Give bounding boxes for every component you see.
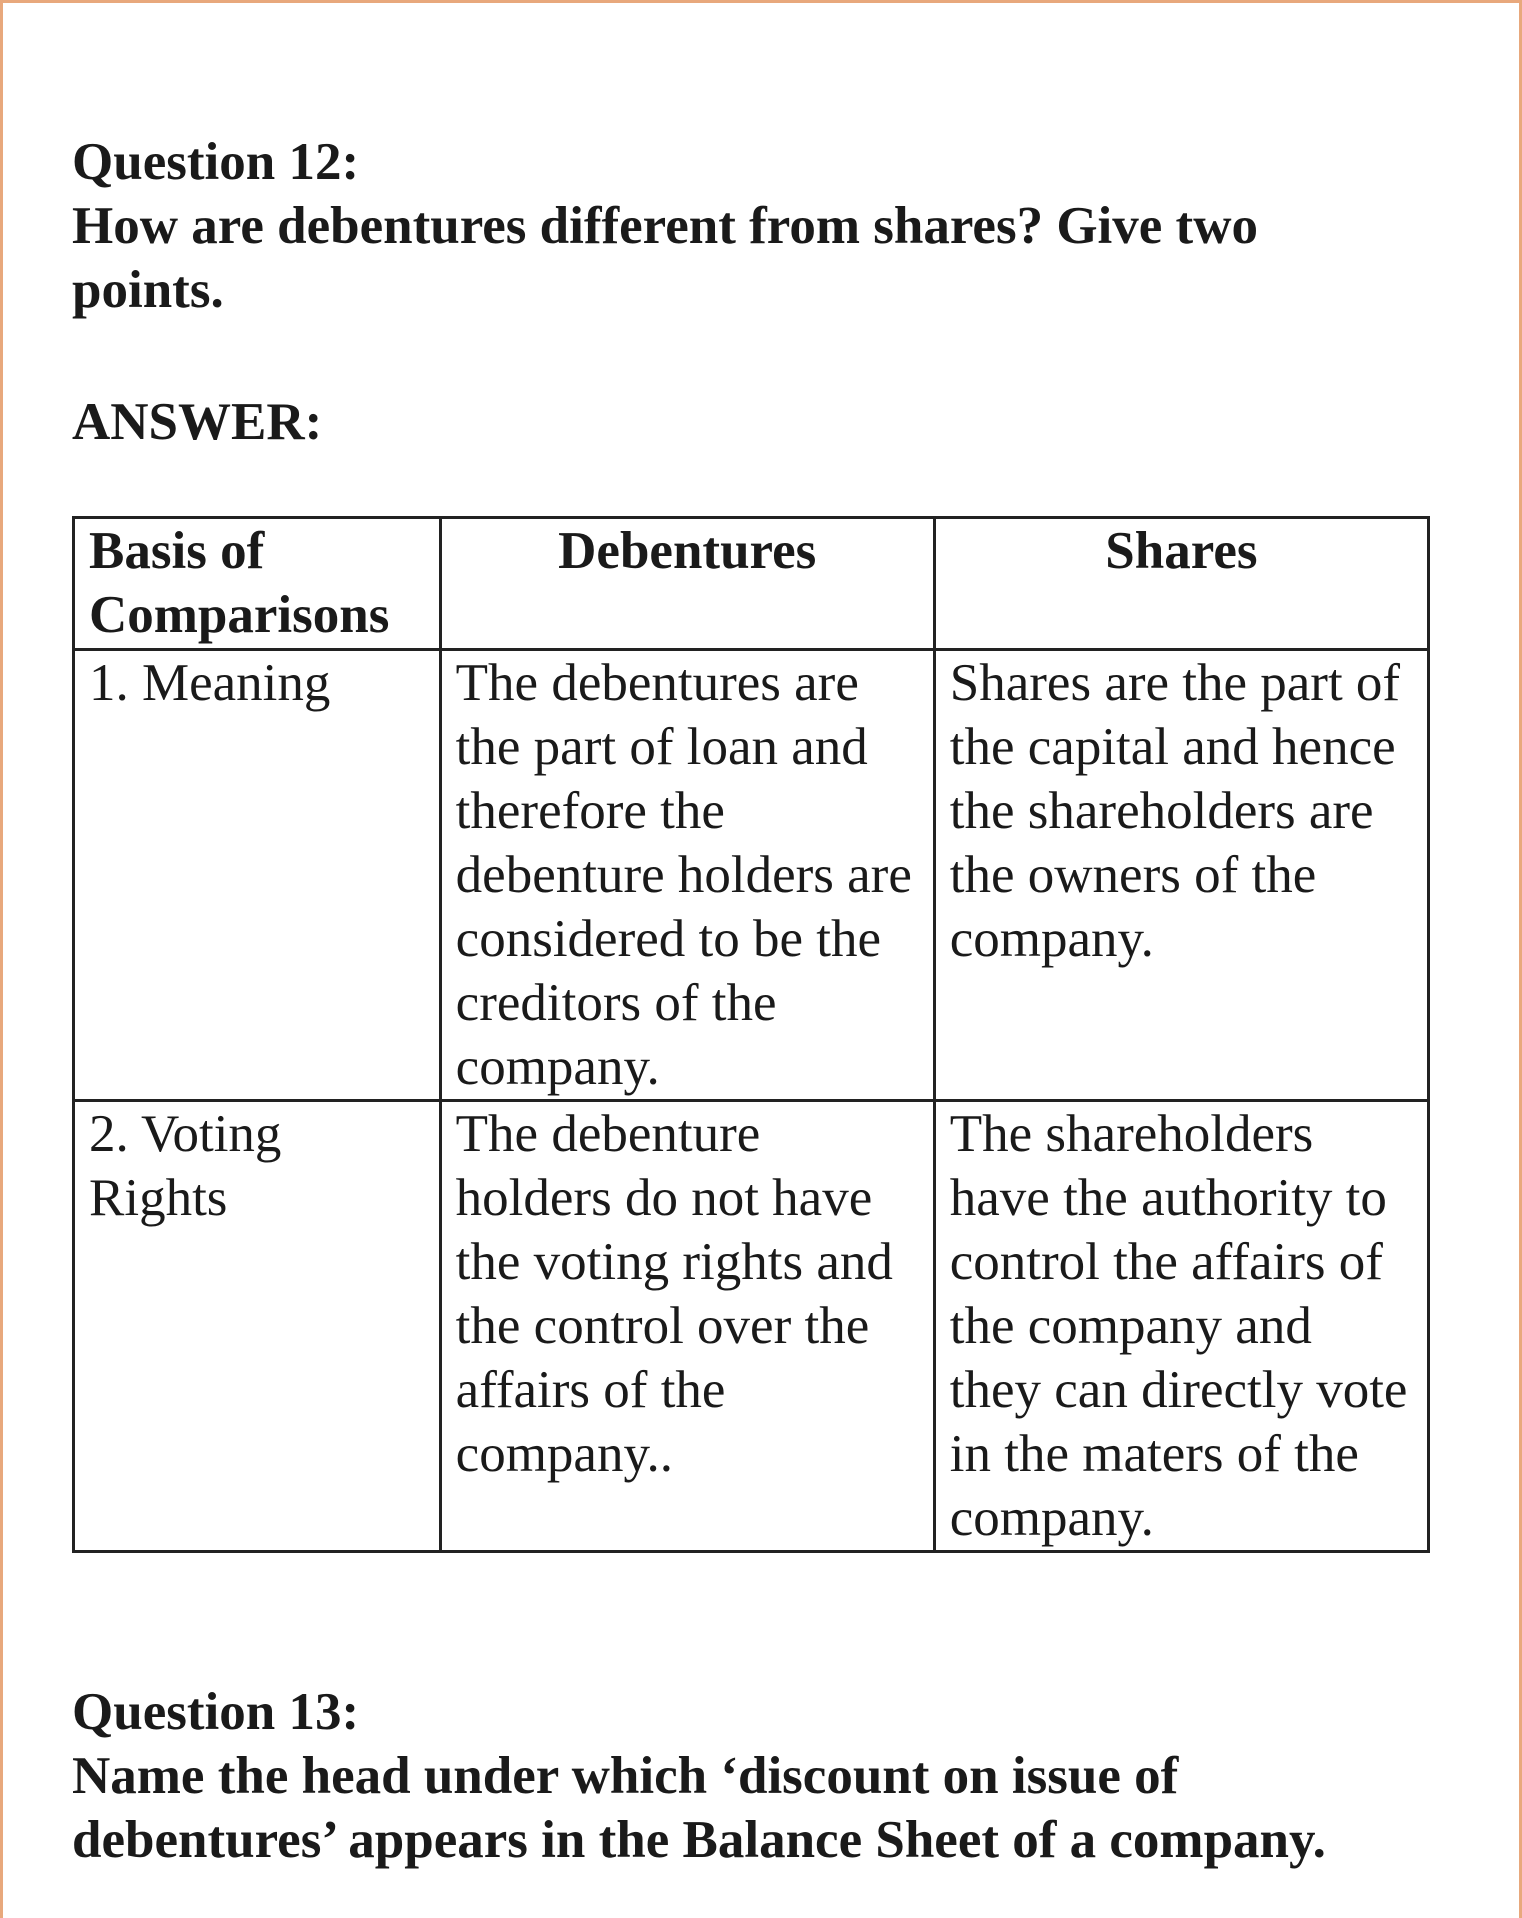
question-12: [72, 130, 1432, 322]
question-12-title: Question 12:: [72, 133, 360, 191]
question-12-text: How are debentures different from shares? Give two points.: [72, 197, 1258, 319]
row-debentures: The debenture holders do not have the voting rights and the control over the affairs of the company..: [440, 1101, 934, 1552]
header-shares: Shares: [934, 518, 1428, 650]
header-basis: Basis of Comparisons: [74, 518, 441, 650]
question-13: [72, 1680, 1372, 1872]
row-shares: The shareholders have the authority to control the affairs of the company and they can directly vote in the maters of the company.: [934, 1101, 1428, 1552]
row-shares: Shares are the part of the capital and hence the shareholders are the owners of the company.: [934, 650, 1428, 1101]
row-basis: 2. Voting Rights: [74, 1101, 441, 1552]
table-row: [74, 1101, 1429, 1552]
question-13-title: Question 13:: [72, 1683, 360, 1741]
table-header-row: [74, 518, 1429, 650]
answer-label: ANSWER:: [72, 393, 323, 451]
table-row: [74, 650, 1429, 1101]
row-debentures: The debentures are the part of loan and therefore the debenture holders are considered to be the creditors of the company.: [440, 650, 934, 1101]
question-13-text: Name the head under which ‘discount on issue of debentures’ appears in the Balance Sheet of a company.: [72, 1747, 1326, 1869]
document-content: [72, 130, 1432, 1869]
row-basis: 1. Meaning: [74, 650, 441, 1101]
header-debentures: Debentures: [440, 518, 934, 650]
comparison-table: [72, 516, 1430, 1553]
